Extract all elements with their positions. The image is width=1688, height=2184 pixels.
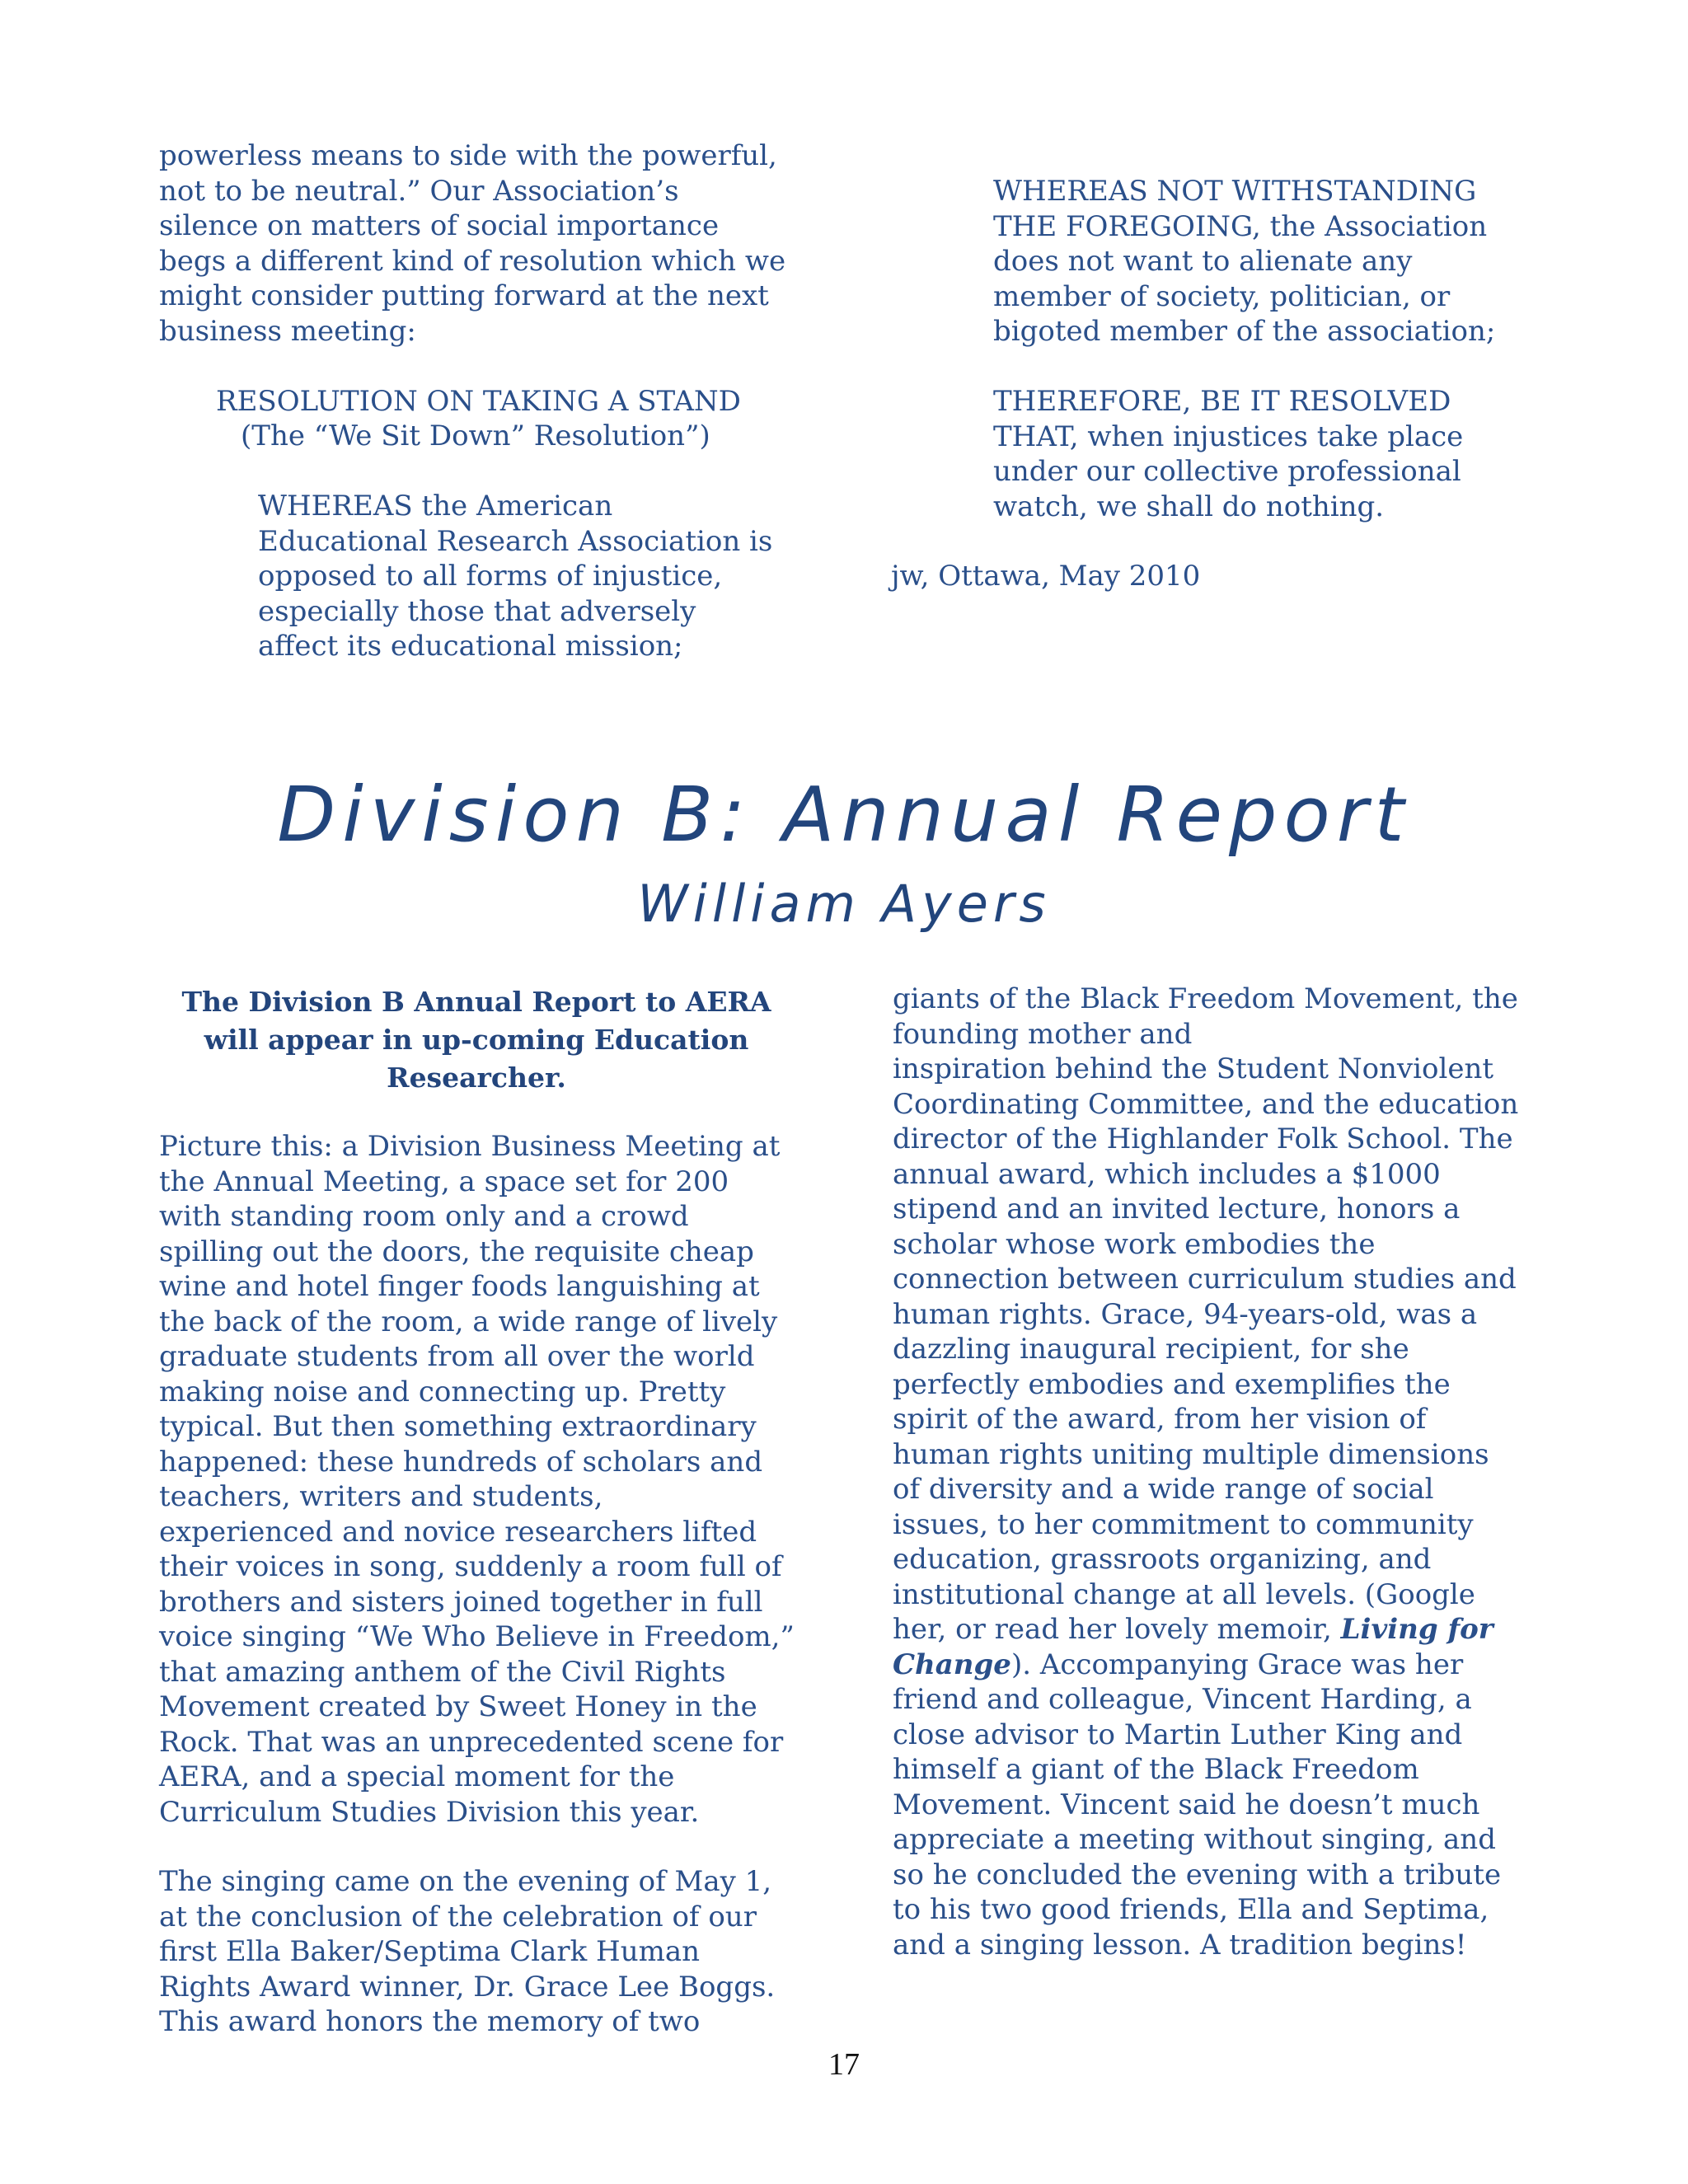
text-line: THE FOREGOING, the Association	[993, 209, 1488, 243]
text-line: experienced and novice researchers lifted	[159, 1515, 757, 1549]
text-line: friend and colleague, Vincent Harding, a	[893, 1683, 1472, 1716]
text-line: might consider putting forward at the next	[159, 279, 769, 312]
intro-paragraph	[159, 138, 785, 349]
text-line: spirit of the award, from her vision of	[893, 1403, 1427, 1436]
text-line: voice singing “We Who Believe in Freedom,”	[159, 1620, 795, 1653]
text-line: Picture this: a Division Business Meeting at	[159, 1130, 781, 1163]
text-line: Rock. That was an unprecedented scene for	[159, 1725, 784, 1759]
text-line: scholar whose work embodies the	[893, 1227, 1376, 1261]
text-line: typical. But then something extraordinary	[159, 1410, 757, 1443]
text-line: does not want to alienate any	[993, 245, 1413, 278]
text-line: so he concluded the evening with a tribute	[893, 1858, 1502, 1891]
text-line: teachers, writers and students,	[159, 1480, 603, 1513]
text-line: inspiration behind the Student Nonviolent	[893, 1052, 1494, 1085]
text-line: wine and hotel finger foods languishing at	[159, 1270, 760, 1303]
text-line: silence on matters of social importance	[159, 209, 720, 242]
text-line: will appear in up-coming Education	[204, 1024, 749, 1056]
text-line: with standing room only and a crowd	[159, 1200, 689, 1233]
text-line: giants of the Black Freedom Movement, the	[893, 982, 1518, 1015]
text-line	[893, 1612, 1518, 1647]
text-line: This award honors the memory of two	[159, 2005, 701, 2038]
text-line: The Division B Annual Report to AERA	[181, 986, 771, 1018]
memoir-title: Change	[893, 1647, 1011, 1681]
text-line: stipend and an invited lecture, honors a	[893, 1193, 1461, 1226]
article-heading: Division B: Annual Report	[277, 771, 1411, 859]
text-line: under our collective professional	[993, 455, 1461, 488]
text-line: powerless means to side with the powerful,	[159, 139, 777, 172]
text-line: the back of the room, a wide range of lively	[159, 1305, 778, 1338]
text-line: that amazing anthem of the Civil Rights	[159, 1655, 726, 1689]
text-line: Movement. Vincent said he doesn’t much	[893, 1788, 1480, 1821]
resolution-title: RESOLUTION ON TAKING A STAND	[216, 385, 741, 418]
text-line: begs a different kind of resolution which we	[159, 244, 786, 278]
text-line: Curriculum Studies Division this year.	[159, 1795, 700, 1829]
text-line: opposed to all forms of injustice,	[258, 560, 723, 593]
body-paragraph-2	[159, 1864, 775, 2040]
therefore-clause	[993, 384, 1463, 524]
text-line: THEREFORE, BE IT RESOLVED	[993, 385, 1451, 418]
text-line: WHEREAS NOT WITHSTANDING	[993, 175, 1477, 208]
text-line: Rights Award winner, Dr. Grace Lee Boggs.	[159, 1970, 776, 2004]
text-line: and a singing lesson. A tradition begins!	[893, 1928, 1467, 1961]
memoir-title: Living for	[1340, 1613, 1493, 1646]
text-line: Researcher.	[387, 1062, 566, 1094]
text-line: first Ella Baker/Septima Clark Human	[159, 1935, 700, 1968]
report-notice	[159, 983, 794, 1097]
text-line: human rights. Grace, 94-years-old, was a	[893, 1297, 1478, 1331]
text-line: issues, to her commitment to community	[893, 1507, 1474, 1541]
text-line: founding mother and	[893, 1017, 1193, 1051]
text-line: himself a giant of the Black Freedom	[893, 1753, 1419, 1786]
text-line: dazzling inaugural recipient, for she	[893, 1333, 1409, 1366]
text-line: The singing came on the evening of May 1,	[159, 1865, 772, 1898]
text-line: perfectly embodies and exemplifies the	[893, 1367, 1451, 1401]
text-line: spilling out the doors, the requisite cheap	[159, 1235, 754, 1268]
text-line: Movement created by Sweet Honey in the	[159, 1690, 757, 1723]
text-line: at the conclusion of the celebration of our	[159, 1900, 757, 1933]
text-line: Educational Research Association is	[258, 524, 773, 558]
text-line: appreciate a meeting without singing, and	[893, 1823, 1496, 1856]
text-line: brothers and sisters joined together in full	[159, 1585, 763, 1619]
page-number: 17	[828, 2047, 860, 2082]
text-line: the Annual Meeting, a space set for 200	[159, 1165, 729, 1198]
text-line: bigoted member of the association;	[993, 315, 1496, 348]
text-line: connection between curriculum studies and	[893, 1263, 1517, 1296]
text-line: human rights uniting multiple dimensions	[893, 1437, 1489, 1471]
article-byline: William Ayers	[637, 874, 1051, 934]
text-line: annual award, which includes a $1000	[893, 1157, 1441, 1191]
text-fragment: her, or read her lovely memoir,	[893, 1613, 1341, 1646]
text-line: education, grassroots organizing, and	[893, 1543, 1432, 1576]
text-line: THAT, when injustices take place	[993, 419, 1464, 453]
text-line: institutional change at all levels. (Google	[893, 1577, 1475, 1611]
text-line: AERA, and a special moment for the	[159, 1760, 675, 1793]
text-line: affect its educational mission;	[258, 630, 683, 663]
text-line: their voices in song, suddenly a room full of	[159, 1550, 782, 1583]
text-fragment: ). Accompanying Grace was her	[1010, 1647, 1464, 1681]
body-paragraph-1	[159, 1129, 795, 1830]
text-line: watch, we shall do nothing.	[993, 490, 1385, 523]
whereas-clause-2	[993, 174, 1495, 349]
text-line: not to be neutral.” Our Association’s	[159, 174, 679, 208]
whereas-clause-1	[258, 489, 772, 664]
text-line: director of the Highlander Folk School. The	[893, 1122, 1513, 1155]
signature: jw, Ottawa, May 2010	[891, 560, 1201, 593]
text-line: WHEREAS the American	[258, 490, 613, 523]
text-line: happened: these hundreds of scholars and	[159, 1445, 763, 1479]
resolution-subtitle: (The “We Sit Down” Resolution”)	[241, 419, 710, 452]
text-line: close advisor to Martin Luther King and	[893, 1718, 1463, 1751]
text-line	[893, 1647, 1518, 1683]
text-line: to his two good friends, Ella and Septima,	[893, 1893, 1489, 1926]
text-line: Coordinating Committee, and the education	[893, 1087, 1519, 1121]
text-line: making noise and connecting up. Pretty	[159, 1375, 726, 1408]
text-line: of diversity and a wide range of social	[893, 1473, 1434, 1506]
body-paragraph-3	[893, 982, 1518, 1962]
text-line: graduate students from all over the world	[159, 1340, 755, 1373]
text-line: business meeting:	[159, 314, 416, 348]
text-line: especially those that adversely	[258, 594, 696, 628]
text-line: member of society, politician, or	[993, 279, 1451, 313]
